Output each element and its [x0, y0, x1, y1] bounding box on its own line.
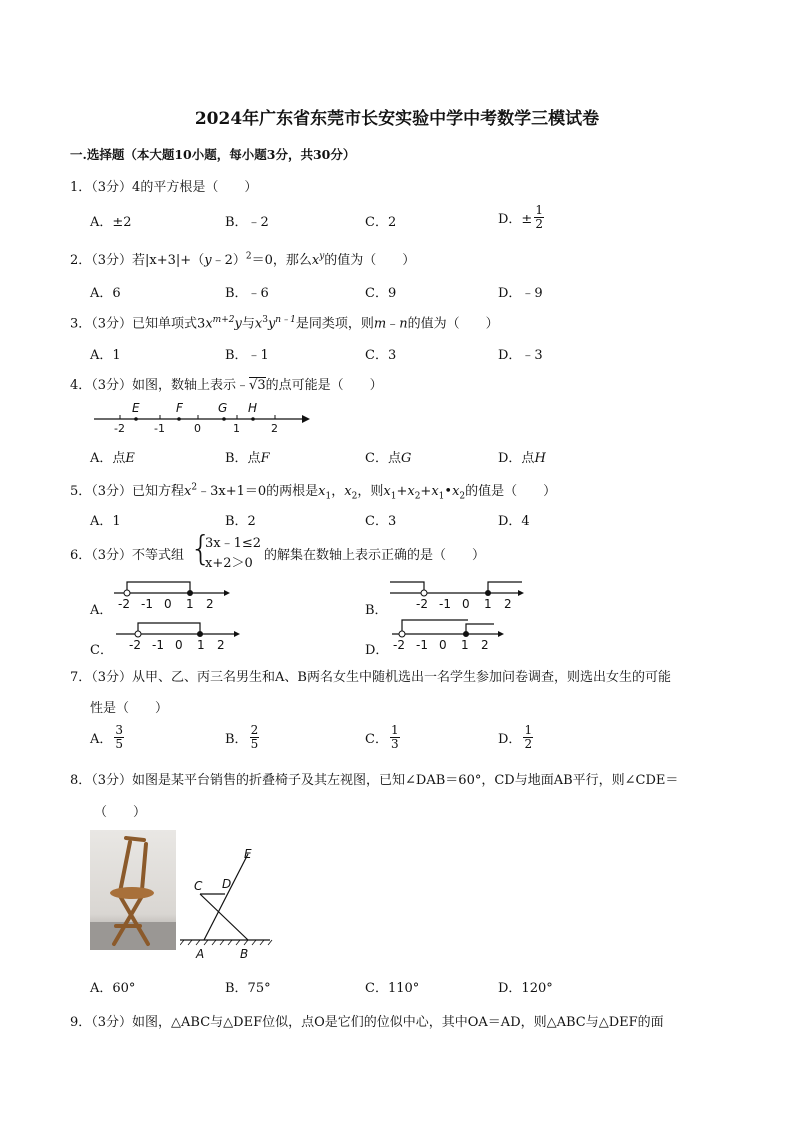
- q6-option-d[interactable]: D．: [365, 643, 389, 658]
- svg-text:0: 0: [164, 597, 172, 610]
- q4-option-c[interactable]: C．点G: [365, 451, 412, 466]
- svg-text:-1: -1: [141, 597, 153, 610]
- q1-option-b[interactable]: B．﹣2: [225, 215, 269, 230]
- svg-text:2: 2: [504, 597, 512, 610]
- svg-text:-2: -2: [118, 597, 130, 610]
- q5-option-d[interactable]: D．4: [498, 514, 530, 529]
- q9-stem-line1: 9．（3分）如图，△ABC与△DEF位似，点O是它们的位似中心，其中OA＝AD，则△ABC与△DEF的面: [70, 1015, 664, 1030]
- page-title: 2024年广东省东莞市长安实验中学中考数学三模试卷: [194, 109, 600, 129]
- label-b: B: [240, 947, 249, 961]
- q8-option-a[interactable]: A．60°: [90, 981, 136, 996]
- label-f: F: [176, 401, 183, 415]
- label-e: E: [244, 847, 252, 861]
- q3-stem: 3．（3分）已知单项式$3x^{m+2}y$与$x^3y^{n﹣1}$是同类项，则m﹣n的值为（ ）: [70, 315, 499, 332]
- q7-option-c[interactable]: C． $\frac{1}{3}$: [365, 723, 399, 751]
- point-g: [222, 417, 226, 421]
- folding-chair-photo: [90, 830, 176, 950]
- q6-option-b-number-line: [388, 578, 526, 610]
- q3-option-a[interactable]: A．1: [90, 348, 121, 363]
- svg-text:-1: -1: [439, 597, 451, 610]
- svg-text:0: 0: [175, 638, 183, 651]
- svg-text:-2: -2: [129, 638, 141, 651]
- q6-option-a[interactable]: A．: [90, 603, 113, 618]
- tick-label: -2: [114, 422, 125, 435]
- q8-stem-line1: 8．（3分）如图是某平台销售的折叠椅子及其左视图，已知∠DAB＝60°，CD与地面AB平行，则∠CDE＝: [70, 773, 679, 788]
- q7-stem-line1: 7．（3分）从甲、乙、丙三名男生和A、B两名女生中随机选出一名学生参加问卷调查，则选出女生的可能: [70, 670, 671, 685]
- q2-option-d[interactable]: D．﹣9: [498, 286, 543, 301]
- q4-option-a[interactable]: A．点E: [90, 451, 135, 466]
- q8-stem-line2: （ ）: [94, 805, 147, 820]
- svg-text:1: 1: [197, 638, 205, 651]
- q6-option-c-number-line: [112, 619, 240, 651]
- q7-stem-line2: 性是（ ）: [90, 701, 169, 716]
- q2-option-b[interactable]: B．﹣6: [225, 286, 269, 301]
- svg-text:1: 1: [484, 597, 492, 610]
- q2-stem: 2．（3分）若|x+3|+（y﹣2）$^2$＝0，那么$x^y$的值为（ ）: [70, 251, 416, 268]
- q6-inequality-system: 3x﹣1≤2 x+2＞0: [205, 536, 262, 571]
- q3-option-c[interactable]: C．3: [365, 348, 397, 363]
- svg-text:1: 1: [461, 638, 469, 651]
- tick-label: 1: [233, 422, 240, 435]
- section-heading: 一.选择题（本大题10小题，每小题3分，共30分）: [70, 147, 356, 162]
- q7-option-b[interactable]: B． $\frac{2}{5}$: [225, 723, 259, 751]
- q2-option-c[interactable]: C．9: [365, 286, 397, 301]
- label-e: E: [132, 401, 140, 415]
- brace-icon: {: [190, 529, 212, 569]
- point-h: [251, 417, 255, 421]
- q4-option-b[interactable]: B．点F: [225, 451, 270, 466]
- q1-option-d[interactable]: D．± $\frac{1}{2}$: [498, 203, 543, 231]
- point-e: [134, 417, 138, 421]
- q6-option-c[interactable]: C．: [90, 643, 113, 658]
- q6-option-a-number-line: [112, 578, 232, 610]
- label-a: A: [196, 947, 205, 961]
- point-f: [177, 417, 181, 421]
- q7-option-d[interactable]: D． $\frac{1}{2}$: [498, 723, 533, 751]
- q3-option-b[interactable]: B．﹣1: [225, 348, 269, 363]
- svg-text:2: 2: [217, 638, 225, 651]
- svg-text:-2: -2: [393, 638, 405, 651]
- q1-stem: 1．（3分）4的平方根是（ ）: [70, 180, 258, 195]
- q4-option-d[interactable]: D．点H: [498, 451, 546, 466]
- label-g: G: [218, 401, 228, 415]
- q4-stem: 4．（3分）如图，数轴上表示﹣√3的点可能是（ ）: [70, 378, 383, 393]
- svg-text:1: 1: [186, 597, 194, 610]
- chair-side-view-diagram: [180, 844, 280, 962]
- tick-label: 2: [271, 422, 278, 435]
- q8-option-d[interactable]: D．120°: [498, 981, 553, 996]
- q6-stem-start: 6．（3分）不等式组: [70, 548, 185, 563]
- svg-text:-1: -1: [152, 638, 164, 651]
- q7-option-a[interactable]: A． $\frac{3}{5}$: [90, 723, 124, 751]
- tick-label: 0: [194, 422, 201, 435]
- label-d: D: [222, 877, 232, 891]
- q5-option-a[interactable]: A．1: [90, 514, 121, 529]
- label-c: C: [194, 879, 203, 893]
- q6-stem-end: 的解集在数轴上表示正确的是（ ）: [264, 548, 486, 563]
- q1-option-c[interactable]: C．2: [365, 215, 397, 230]
- q6-option-d-number-line: [388, 617, 504, 651]
- q8-option-c[interactable]: C．110°: [365, 981, 420, 996]
- q8-option-b[interactable]: B．75°: [225, 981, 271, 996]
- q2-option-a[interactable]: A．6: [90, 286, 121, 301]
- q6-option-b[interactable]: B．: [365, 603, 388, 618]
- svg-text:2: 2: [481, 638, 489, 651]
- svg-text:-2: -2: [416, 597, 428, 610]
- q3-option-d[interactable]: D．﹣3: [498, 348, 543, 363]
- svg-text:-1: -1: [416, 638, 428, 651]
- svg-text:2: 2: [206, 597, 214, 610]
- label-h: H: [248, 401, 258, 415]
- q5-option-c[interactable]: C．3: [365, 514, 397, 529]
- tick-label: -1: [154, 422, 165, 435]
- q1-option-a[interactable]: A．±2: [90, 215, 132, 230]
- svg-text:0: 0: [439, 638, 447, 651]
- svg-text:0: 0: [462, 597, 470, 610]
- q4-number-line: [90, 400, 310, 436]
- arrow-icon: [302, 415, 310, 423]
- q5-option-b[interactable]: B．2: [225, 514, 256, 529]
- q5-stem: 5．（3分）已知方程$x^2﹣3x+1=0$的两根是$x_1$，$x_2$，则$x_1+x_2+x_1•x_2$的值是（ ）: [70, 482, 557, 502]
